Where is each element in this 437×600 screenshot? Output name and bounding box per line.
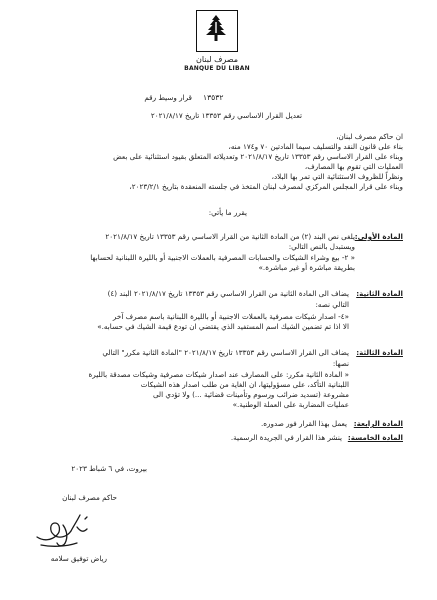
signatory-title: حاكم مصرف لبنان [62, 493, 117, 502]
article-2-line: «٤- اصدار شيكات مصرفية بالعملات الاجنبية أو بالليرة اللبنانية باسم مصرف آخر [112, 312, 349, 321]
article-4-text: يعمل بهذا القرار فور صدوره. [260, 419, 347, 428]
article-3-line: عمليات المضاربة على العملة الوطنية.» [232, 400, 349, 409]
preamble-line: وبناء على القرار الاساسي رقم ١٣٣٥٣ تاريخ ٢٠٢١/٨/١٧ وتعديلاته المتعلق بقيود استثنائية على بعض [113, 152, 403, 161]
preamble-line: وبناء على قرار المجلس المركزي لمصرف لبنان المتخذ في جلسته المنعقدة بتاريخ ٢٠٢٣/٢/١، [129, 182, 403, 191]
article-5-text: ينشر هذا القرار في الجريدة الرسمية. [230, 433, 342, 442]
article-1-line: بطريقة مباشرة أو غير مباشرة.» [258, 263, 355, 272]
article-3-line: يضاف الى القرار الاساسي رقم ١٣٣٥٣ تاريخ ٢٠٢١/٨/١٧ "المادة الثانية مكرر" التالي [102, 348, 349, 357]
preamble-line: العمليات التي تقوم بها المصارف، [304, 162, 403, 171]
logo-english-text: BANQUE DU LIBAN [184, 65, 250, 72]
place-date: بيروت، في ٦ شباط ٢٠٢٣ [71, 464, 147, 473]
decision-number: ١٣٥٣٢ [203, 93, 224, 102]
article-2-label: المادة الثانية: [356, 289, 403, 298]
article-2-line: التالي نصه: [315, 300, 349, 309]
signatory-name: رياض توفيق سلامه [50, 554, 107, 563]
handwritten-signature [33, 507, 93, 551]
cedar-logo-icon [196, 10, 238, 52]
article-1-line: يلغى نص البند (٢) من المادة الثانية من القرار الاساسي رقم ١٣٣٥٣ تاريخ ٢٠٢١/٨/١٧ [105, 232, 355, 241]
article-3-line: مشروعة (تسديد ضرائب ورسوم وتأمينات قضائية ...) ولا تؤدي الى [152, 390, 349, 399]
preamble-line: بناء على قانون النقد والتسليف سيما المادتين ٧٠ و١٧٤ منه، [228, 142, 403, 151]
bank-logo [178, 10, 256, 72]
article-3-line: اللبنانية التأكد، على مسؤوليتها، ان الغاية من طلب اصدار هذه الشيكات [140, 380, 349, 389]
article-1-label: المادة الأولى: [354, 232, 403, 241]
preamble-line: ونظراً للظروف الاستثنائية التي تمر بها البلاد، [271, 172, 403, 181]
preamble-line: ان حاكم مصرف لبنان، [336, 132, 403, 141]
article-1-line: ويستبدل بالنص التالي: [288, 242, 355, 251]
article-3-label: المادة الثالثة: [356, 348, 403, 357]
decision-label: قرار وسيط رقم [144, 93, 192, 102]
article-2-line: يضاف الى المادة الثانية من القرار الاساسي رقم ١٣٣٥٣ تاريخ ٢٠٢١/٨/١٧ البند (٤) [107, 289, 349, 298]
document-title: تعديل القرار الاساسي رقم ١٣٣٥٣ تاريخ ٢٠٢١/٨/١٧ [150, 111, 302, 120]
article-1-line: « ٢- بيع وشراء الشيكات والحسابات المصرفية بالعملات الاجنبية أو بالليرة اللبنانية لحسابها [90, 253, 355, 262]
article-3-line: « المادة الثانية مكرر: على المصارف عند اصدار شيكات مصرفية وشيكات مصدقة بالليرة [88, 370, 349, 379]
logo-arabic-text: مصرف لبنان [195, 55, 239, 64]
article-5-label: المادة الخامسة: [347, 433, 403, 442]
article-3-line: نصها: [332, 359, 349, 368]
article-4-label: المادة الرابعة: [353, 419, 403, 428]
article-2-line: الا اذا تم تضمين الشيك اسم المستفيد الذي يقتضي ان تودع قيمة الشيك في حسابه.» [97, 322, 349, 331]
decides-heading: يقرر ما يأتي: [208, 208, 247, 217]
